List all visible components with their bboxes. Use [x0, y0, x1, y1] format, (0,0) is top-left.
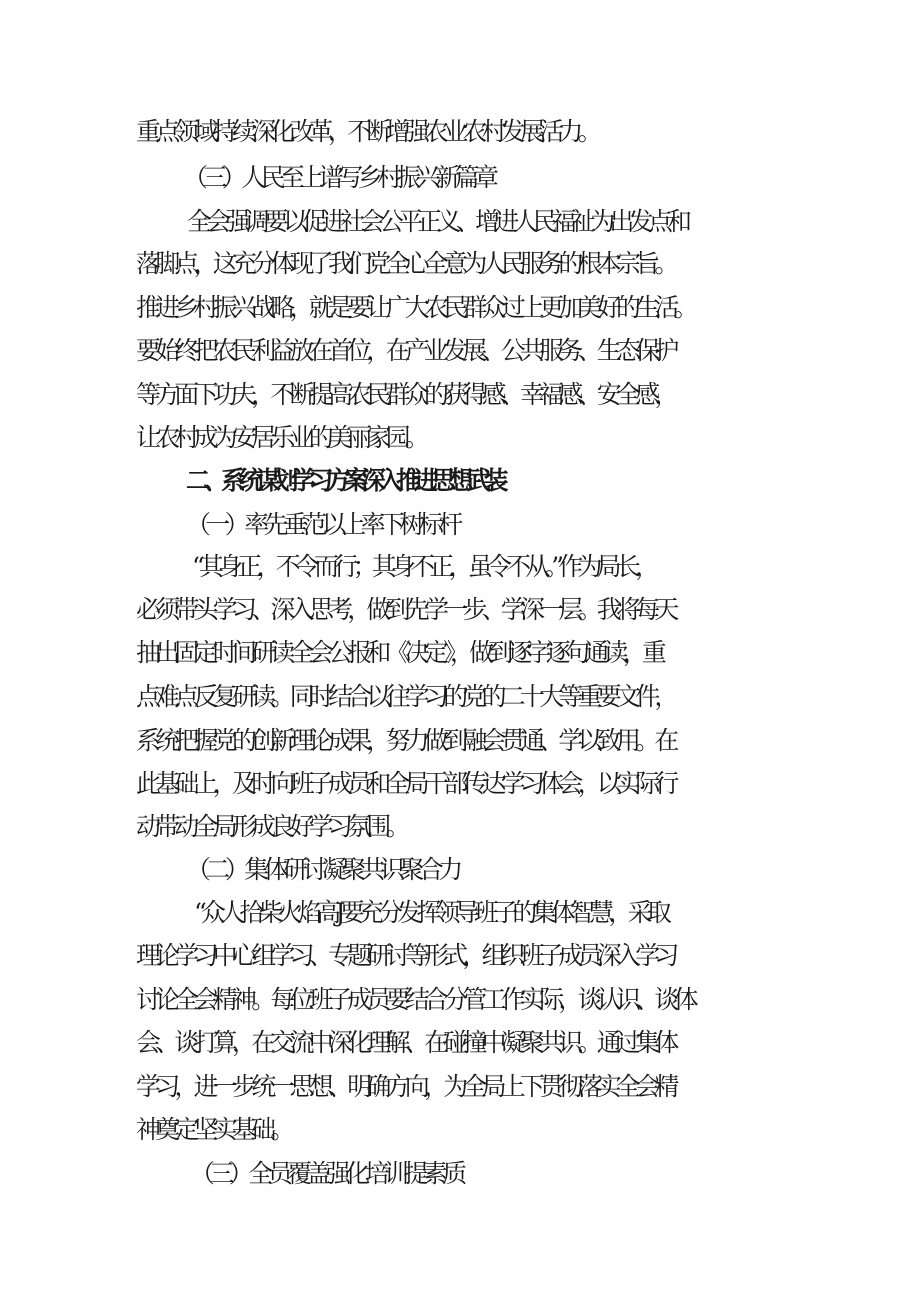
paragraph-line: “其身正，不令而行；其身不正，虽令不从。”作为局长，	[192, 552, 655, 581]
paragraph-line: 必须带头学习、深入思考，做到先学一步、学深一层。我将每天	[136, 595, 674, 624]
paragraph-line: 重点领域持续深化改革，不断增强农业农村发展活力。	[136, 117, 597, 146]
section-heading: （二）集体研讨凝聚共识聚合力	[186, 855, 458, 884]
section-heading: （一）率先垂范以上率下树标杆	[186, 510, 458, 539]
paragraph-line: 神奠定坚实基础。	[136, 1115, 290, 1144]
paragraph-line: 会、谈打算，在交流中深化理解、在碰撞中凝聚共识。通过集体	[136, 1028, 674, 1057]
paragraph-line: 全会强调要以促进社会公平正义、增进人民福祉为出发点和	[187, 207, 687, 236]
paragraph-line: 落脚点，这充分体现了我们党全心全意为人民服务的根本宗旨。	[136, 249, 674, 278]
section-heading: （三）全员覆盖强化培训提素质	[190, 1159, 462, 1188]
paragraph-line: 要始终把农民利益放在首位，在产业发展、公共服务、生态保护	[136, 336, 674, 365]
section-heading: （三）人民至上谱写乡村振兴新篇章	[183, 163, 494, 192]
paragraph-line: 点难点反复研读。同时结合以往学习的党的二十大等重要文件，	[136, 682, 674, 711]
paragraph-line: 等方面下功夫，不断提高农民群众的获得感、幸福感、安全感，	[136, 380, 674, 409]
paragraph-line: 理论学习中心组学习、专题研讨等形式，组织班子成员深入学习	[136, 941, 674, 970]
paragraph-line: 抽出固定时间研读全会公报和《决定》，做到逐字逐句通读，重	[136, 638, 662, 667]
paragraph-line: 动带动全局形成良好学习氛围。	[136, 812, 405, 841]
paragraph-line: 此基础上，及时向班子成员和全局干部传达学习体会，以实际行	[136, 769, 674, 798]
chapter-heading: 二、系统谋划学习方案深入推进思想武装	[186, 466, 502, 495]
paragraph-line: 讨论全会精神。每位班子成员要结合分管工作实际，谈认识、谈体	[136, 985, 693, 1014]
paragraph-line: “众人拾柴火焰高J要充分发挥领导班子的集体智慧，采取	[194, 898, 667, 927]
paragraph-line: 让农村成为安居乐业的美丽家园。	[136, 423, 425, 452]
paragraph-line: 推进乡村振兴战略，就是要让广大农民群众过上更加美好的生活。	[136, 293, 693, 322]
paragraph-line: 学习，进一步统一思想、明确方向，为全局上下贯彻落实全会精	[136, 1072, 674, 1101]
paragraph-line: 系统把握党的创新理论成果，努力做到融会贯通、学以致用。在	[136, 726, 674, 755]
